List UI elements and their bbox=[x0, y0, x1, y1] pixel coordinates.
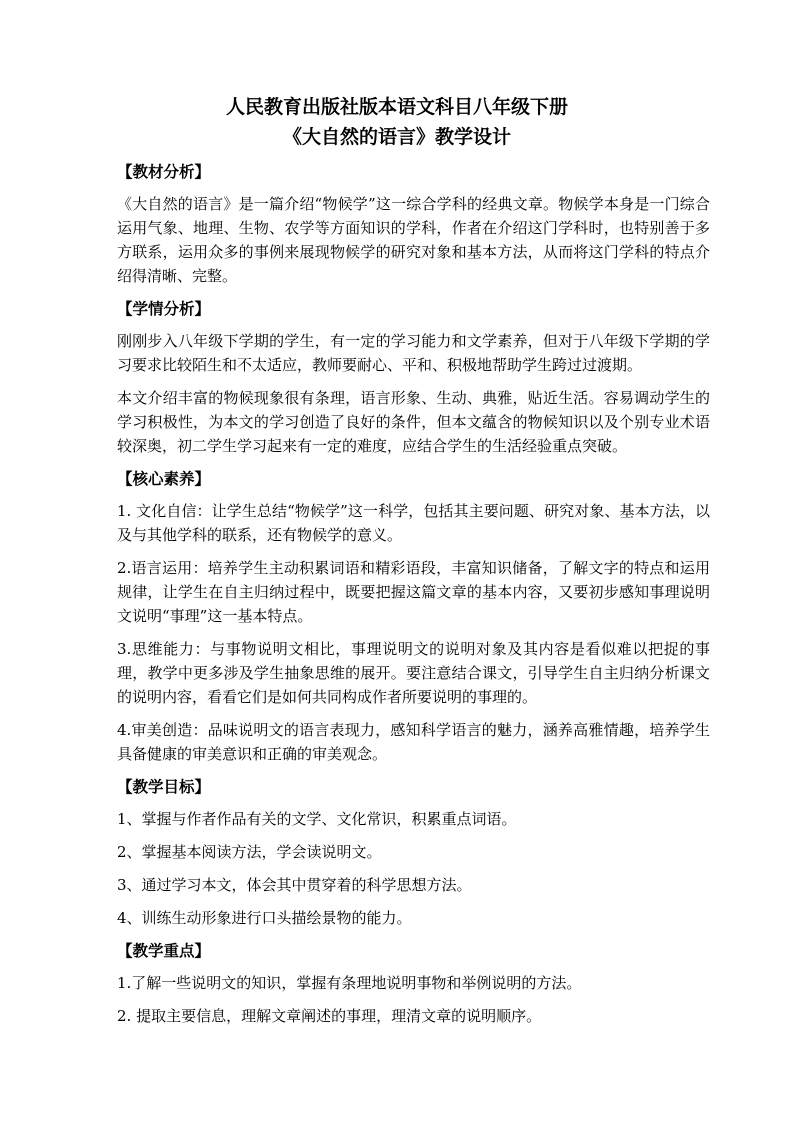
paragraph: 2.语言运用：培养学生主动积累词语和精彩语段，丰富知识储备，了解文字的特点和运用规律，让学生在自主归纳过程中，既要把握这篇文章的基本内容，又要初步感知事理说明文说明“事理”这一基本特点。 bbox=[117, 559, 710, 625]
section-heading: 【教材分析】 bbox=[117, 162, 211, 181]
title-line-1: 人民教育出版社版本语文科目八年级下册 bbox=[225, 96, 568, 118]
list-item: 4、训练生动形象进行口头描绘景物的能力。 bbox=[117, 909, 412, 927]
section-heading: 【核心素养】 bbox=[117, 469, 211, 488]
document-title bbox=[84, 92, 710, 152]
section-teaching-goals bbox=[117, 775, 710, 930]
paragraph: 3.思维能力：与事物说明文相比，事理说明文的说明对象及其内容是看似难以把捉的事理，教学中更多涉及学生抽象思维的展开。要注意结合课文，引导学生自主归纳分析课文的说明内容，看看它们是如何共同构成作者所要说明的事理的。 bbox=[117, 640, 710, 706]
section-heading: 【教学目标】 bbox=[117, 777, 211, 796]
paragraph: 《大自然的语言》是一篇介绍“物候学”这一综合学科的经典文章。物候学本身是一门综合运用气象、地理、生物、农学等方面知识的学科，作者在介绍这门学科时，也特别善于多方联系，运用众多的事例来展现物候学的研究对象和基本方法，从而将这门学科的特点介绍得清晰、完整。 bbox=[117, 195, 710, 285]
section-heading: 【学情分析】 bbox=[117, 299, 211, 318]
paragraph: 4.审美创造：品味说明文的语言表现力，感知科学语言的魅力，涵养高雅情趣，培养学生具备健康的审美意识和正确的审美观念。 bbox=[117, 721, 710, 763]
section-core-literacy bbox=[117, 467, 710, 766]
list-item: 3、通过学习本文，体会其中贯穿着的科学思想方法。 bbox=[117, 876, 472, 894]
section-student-analysis bbox=[117, 297, 710, 458]
list-item: 2. 提取主要信息，理解文章阐述的事理，理清文章的说明顺序。 bbox=[117, 1007, 542, 1025]
title-line-2: 《大自然的语言》教学设计 bbox=[282, 126, 511, 148]
section-textbook-analysis bbox=[117, 160, 710, 288]
paragraph: 本文介绍丰富的物候现象很有条理，语言形象、生动、典雅，贴近生活。容易调动学生的学习积极性，为本文的学习创造了良好的条件，但本文蕴含的物候知识以及个别专业术语较深奥，初二学生学习起来有一定的难度，应结合学生的生活经验重点突破。 bbox=[117, 389, 710, 455]
section-teaching-focus bbox=[117, 939, 710, 1028]
list-item: 2、掌握基本阅读方法，学会读说明文。 bbox=[117, 843, 382, 861]
paragraph: 1. 文化自信：让学生总结“物候学”这一科学，包括其主要问题、研究对象、基本方法，以及与其他学科的联系，还有物候学的意义。 bbox=[117, 502, 710, 544]
list-item: 1、掌握与作者作品有关的文学、文化常识，积累重点词语。 bbox=[117, 810, 517, 828]
list-item: 1.了解一些说明文的知识，掌握有条理地说明事物和举例说明的方法。 bbox=[117, 974, 582, 992]
paragraph: 刚刚步入八年级下学期的学生，有一定的学习能力和文学素养，但对于八年级下学期的学习要求比较陌生和不太适应，教师要耐心、平和、积极地帮助学生跨过过渡期。 bbox=[117, 332, 710, 374]
section-heading: 【教学重点】 bbox=[117, 941, 211, 960]
